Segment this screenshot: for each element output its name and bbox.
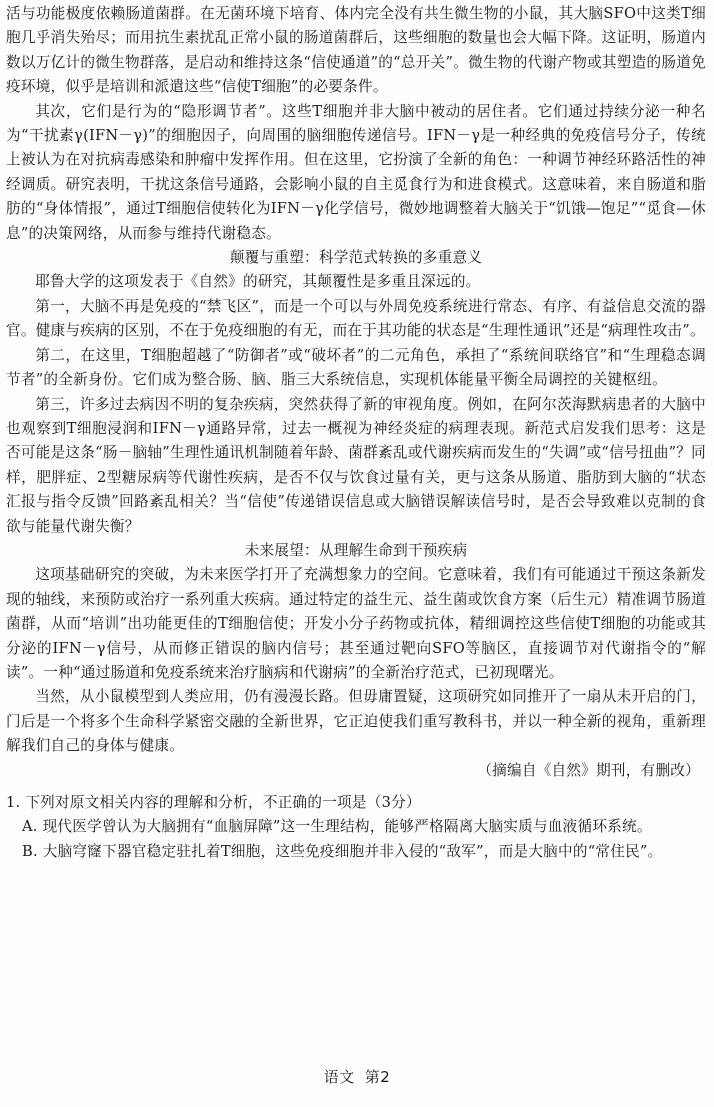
paragraph-first-point: 第一，大脑不再是免疫的“禁飞区”，而是一个可以与外周免疫系统进行常态、有序、有益信息交流的器官。健康与疾病的区别，不在于免疫细胞的有无，而在于其功能的状态是“生理性通讯”还是“病理性攻击”。 — [6, 297, 706, 340]
footer-subject: 语文 — [323, 1068, 355, 1086]
page-footer — [0, 1066, 714, 1087]
source-citation: （摘编自《自然》期刊，有删改） — [477, 761, 700, 779]
paragraph-third-point: 第三，许多过去病因不明的复杂疾病，突然获得了新的审视角度。例如，在阿尔茨海默病患者的大脑中也观察到T细胞浸润和IFN－γ通路异常，过去一概视为神经炎症的病理表现。新范式启发我们思考：这是否可能是这条“肠－脑轴”生理性通讯机制随着年龄、菌群紊乱或代谢疾病而发生的“失调”或“信号扭曲”？同样，肥胖症、2型糖尿病等代谢性疾病，是否不仅与饮食过量有关，更与这条从肠道、脂肪到大脑的“状态汇报与指令反馈”回路紊乱相关？当“信使”传递错误信息或大脑错误解读信号时，是否会导致难以克制的食欲与能量代谢失衡？ — [6, 395, 706, 535]
paragraph-hidden-regulator: 其次，它们是行为的“隐形调节者”。这些T细胞并非大脑中被动的居住者。它们通过持续分泌一种名为“干扰素γ(IFN－γ)”的细胞因子，向周围的脑细胞传递信号。IFN－γ是一种经典的免疫信号分子，传统上被认为在对抗病毒感染和肿瘤中发挥作用。但在这里，它扮演了全新的角色：一种调节神经环路活性的神经调质。研究表明，干扰这条信号通路，会影响小鼠的自主觅食行为和进食模式。这意味着，来自肠道和脂肪的“身体情报”，通过T细胞信使转化为IFN－γ化学信号，微妙地调整着大脑关于“饥饿—饱足”“觅食—休息”的决策网络，从而参与维持代谢稳态。 — [6, 102, 706, 242]
paragraph-breakthrough: 这项基础研究的突破，为未来医学打开了充满想象力的空间。它意味着，我们有可能通过干预这条新发现的轴线，来预防或治疗一系列重大疾病。通过特定的益生元、益生菌或饮食方案（后生元）精准调节肠道菌群，从而“培训”出功能更佳的T细胞信使；开发小分子药物或抗体，精细调控这些信使T细胞的功能或其分泌的IFN－γ信号，从而修正错误的脑内信号；甚至通过靶向SFO等脑区，直接调节对代谢指令的“解读”。一种“通过肠道和免疫系统来治疗脑病和代谢病”的全新治疗范式，已初现曙光。 — [6, 566, 706, 681]
option-a: A. 现代医学曾认为大脑拥有“血脑屏障”这一生理结构，能够严格隔离大脑实质与血液循环系统。 — [22, 818, 652, 836]
question-stem: 1. 下列对原文相关内容的理解和分析，不正确的一项是（3分） — [6, 794, 421, 811]
footer-page-number: 第2 — [364, 1068, 391, 1086]
question-1 — [6, 791, 706, 864]
article-body — [6, 2, 706, 864]
section-heading-paradigm-shift: 颠覆与重塑：科学范式转换的多重意义 — [229, 249, 483, 267]
paragraph-continuation: 活与功能极度依赖肠道菌群。在无菌环境下培育、体内完全没有共生微生物的小鼠，其大脑SFO中这类T细胞几乎消失殆尽；而用抗生素扰乱正常小鼠的肠道菌群后，这些细胞的数量也会大幅下降。这证明，肠道内数以万亿计的微生物群落，是启动和维持这条“信使通道”的“总开关”。微生物的代谢产物或其塑造的肠道免疫环境，似乎是培训和派遣这些“信使T细胞”的必要条件。 — [6, 5, 706, 96]
paragraph-second-point: 第二，在这里，T细胞超越了“防御者”或“破坏者”的二元角色，承担了“系统间联络官”和“生理稳态调节者”的全新身份。它们成为整合肠、脑、脂三大系统信息，实现机体能量平衡全局调控的关键枢纽。 — [6, 346, 706, 389]
paragraph-conclusion: 当然，从小鼠模型到人类应用，仍有漫漫长路。但毋庸置疑，这项研究如同推开了一扇从未开启的门，门后是一个将多个生命科学紧密交融的全新世界，它正迫使我们重写教科书，并以一种全新的视角，重新理解我们自己的身体与健康。 — [6, 688, 706, 755]
paragraph-yale-study: 耶鲁大学的这项发表于《自然》的研究，其颠覆性是多重且深远的。 — [35, 273, 481, 291]
section-heading-future-outlook: 未来展望：从理解生命到干预疾病 — [244, 541, 468, 559]
option-b: B. 大脑穹窿下器官稳定驻扎着T细胞，这些免疫细胞并非入侵的“敌军”，而是大脑中的“常住民”。 — [22, 842, 663, 860]
